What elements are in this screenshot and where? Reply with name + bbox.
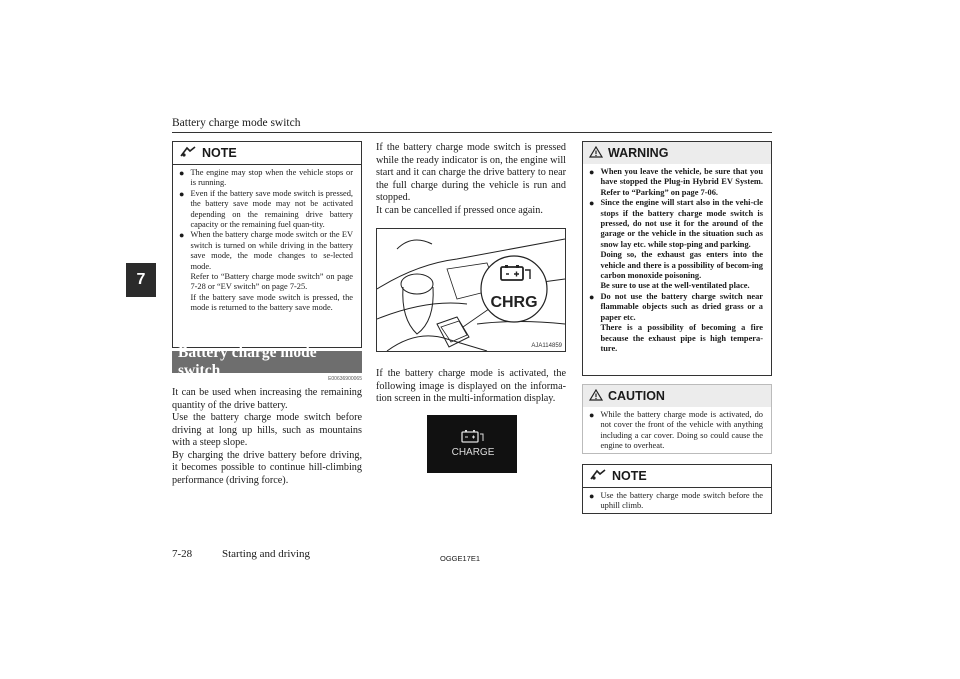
warning-subitem: There is a possibility of becoming a fire because the exhaust pipe is high tempera-ture. — [600, 323, 763, 353]
page-number: 7-28 — [172, 548, 193, 560]
caution-header — [583, 385, 771, 407]
note-subitem: If the battery save mode switch is pressed, the mode is returned to the battery save mode. — [190, 292, 353, 313]
note-item: ● The engine may stop when the vehicle stops or is running. — [179, 168, 353, 188]
warning-item: ● Do not use the battery charge switch near flammable objects such as dried grass or a paper etc. — [589, 291, 763, 322]
note-header — [173, 142, 361, 164]
warning-item: ● Since the engine will start also in the vehi-cle stops if the battery charge mode switch is pressed, do not use it for the around of the garage or the vehicle in the situation such as snow lay etc. while stop-ping and parking. — [589, 198, 763, 249]
note-icon — [589, 469, 607, 484]
note-subitem: Refer to “Battery charge mode switch” on page 7-28 or “EV switch” on page 7-25. — [190, 272, 353, 292]
warning-subitem: Doing so, the exhaust gas enters into the vehicle and there is a possibility of becom-ing carbon monoxide poisoning. — [600, 250, 763, 281]
section-heading: Battery charge mode switch — [172, 351, 362, 373]
paragraph: If the battery charge mode switch is pressed while the ready indicator is on, the engine will start and it can charge the drive battery to near the full charge during the vehicle is run and stopped. — [376, 142, 566, 203]
warning-header — [583, 142, 771, 164]
note-item: ● When the battery charge mode switch or the EV switch is turned on while driving in the battery save mode, the mode changes to se-lected mode. — [179, 230, 353, 271]
note-box-1 — [172, 141, 362, 348]
middle-body — [376, 142, 566, 217]
section-body — [172, 387, 362, 487]
paragraph: If the battery charge mode is activated, the following image is displayed on the informa-tion screen in the multi-information display. — [376, 368, 566, 404]
charge-display-image — [427, 415, 517, 473]
middle-body-2 — [376, 368, 566, 406]
chapter-tab: 7 — [126, 263, 156, 297]
image-code: AJA114859 — [531, 343, 562, 349]
caution-item: ● While the battery charge mode is activated, do not cover the front of the vehicle with anything including a car cover. Doing so could cause the engine to overheat. — [589, 410, 763, 451]
paragraph: It can be cancelled if pressed once again. — [376, 204, 543, 216]
warning-subitem: Be sure to use at the well-ventilated place. — [600, 281, 750, 291]
caution-icon — [589, 389, 603, 404]
section-code: E00636900065 — [328, 376, 362, 382]
charge-label: CHARGE — [451, 447, 495, 458]
document-code: OGGE17E1 — [440, 554, 481, 563]
paragraph: It can be used when increasing the remaining quantity of the drive battery. — [172, 387, 362, 411]
paragraph: Use the battery charge mode switch before driving at long up hills, such as mountains with a steep slope. — [172, 412, 362, 448]
warning-title: WARNING — [608, 146, 669, 160]
paragraph: By charging the drive battery before driving, it becomes possible to continue hill-climbing performance (driving force). — [172, 449, 362, 486]
chrg-label: CHRG — [490, 294, 538, 311]
header-rule — [172, 132, 772, 133]
switch-illustration — [376, 228, 566, 352]
warning-icon — [589, 146, 603, 161]
note-item: ● Even if the battery save mode switch is pressed, the battery save mode may not be activated depending on the remaining drive battery capacity or the remaining fuel quan-tity. — [179, 188, 353, 230]
note-box-2 — [582, 464, 772, 514]
warning-box — [582, 141, 772, 376]
running-header: Battery charge mode switch — [172, 117, 301, 129]
battery-charge-icon — [462, 430, 483, 442]
note-title: NOTE — [202, 146, 237, 160]
note-title: NOTE — [612, 469, 647, 483]
console-drawing — [377, 229, 565, 351]
note-item: ● Use the battery charge mode switch before the uphill climb. — [589, 491, 763, 511]
caution-box — [582, 384, 772, 454]
note-icon — [179, 146, 197, 161]
charge-display — [427, 415, 517, 473]
warning-item: ● When you leave the vehicle, be sure that you have stopped the Plug-in Hybrid EV System. Refer to “Parking” on page 7-06. — [589, 167, 763, 197]
caution-title: CAUTION — [608, 389, 665, 403]
note-header — [583, 465, 771, 488]
chapter-name: Starting and driving — [222, 548, 310, 560]
